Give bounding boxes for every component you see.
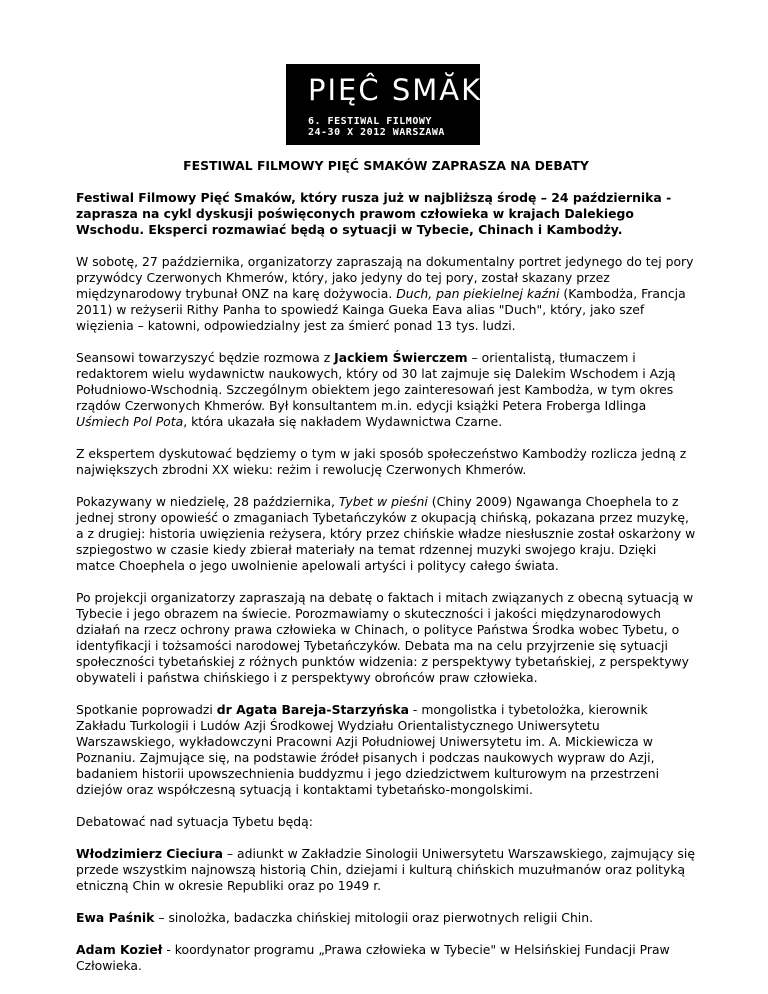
paragraph-debate-cambodia: Z ekspertem dyskutować będziemy o tym w jaki sposób społeczeństwo Kambodży rozlicza jedną z największych zbrodni XX wieku: reżim i rewolucję Czerwonych Khmerów. [76,446,687,477]
text: – sinolożka, badaczka chińskiej mitologii oraz pierwotnych religii Chin. [154,910,594,925]
paragraph-swiercz [76,350,696,430]
film-title: Duch, pan piekielnej kaźni [396,286,560,301]
book-title: Uśmiech Pol Pota [76,414,184,429]
person-name: Ewa Paśnik [76,910,155,925]
text: Pokazywany w niedzielę, 28 października, [76,494,339,509]
paragraph-panel-intro: Debatować nad sytuacja Tybetu będą: [76,814,313,829]
text: Seansowi towarzyszyć będzie rozmowa z [76,350,335,365]
text: W sobotę, 27 października, organizatorzy zapraszają na dokumentalny portret jedynego do tej pory przywódcy Czerwonych Khmerów, który, jako jedyny do tej pory, został skazany przez międzynarodowy trybunał ONZ na karę dożywocia. [76,254,694,301]
paragraph-duch [76,254,696,334]
paragraph-tybet [76,494,696,574]
page-title: FESTIWAL FILMOWY PIĘĆ SMAKÓW ZAPRASZA NA DEBATY [183,158,589,173]
logo-title: PIĘĈ SMĂKŌW [308,73,538,107]
person-name: dr Agata Bareja-Starzyńska [216,702,409,717]
text: – orientalistą, tłumaczem i redaktorem wielu wydawnictw naukowych, który od 30 lat zajmuje się Dalekim Wschodem i Azją Południowo-Wschodnią. Szczególnym obiektem jego zainteresowań jest Kambodża, w tym okres rządów Czerwonych Khmerów. Był konsultantem m.in. edycji książki Petera Froberga Idlinga [76,350,676,413]
text: – adiunkt w Zakładzie Sinologii Uniwersytetu Warszawskiego, zajmujący się przede wszystkim najnowszą historią Chin, dziejami i kulturą chińskich muzułmanów oraz polityką etniczną Chin w okresie Republiki oraz po 1949 r. [76,846,695,893]
press-release-body [76,148,696,974]
person-name: Włodzimierz Cieciura [76,846,223,861]
lead-paragraph: Festiwal Filmowy Pięć Smaków, który rusza już w najbliższą środę – 24 października - zaprasza na cykl dyskusji poświęconych prawom człowieka w krajach Dalekiego Wschodu. Eksperci rozmawiać będą o sytuacji w Tybecie, Chinach i Kambodży. [76,190,672,237]
film-title: Tybet w pieśni [338,494,428,509]
text: - koordynator programu „Prawa człowieka w Tybecie" w Helsińskiej Fundacji Praw Człowieka. [76,942,670,973]
logo-dates: 24-30 X 2012 WARSZAWA [308,127,445,138]
paragraph-pasnik [76,910,696,926]
paragraph-moderator [76,702,696,798]
text: Spotkanie poprowadzi [76,702,217,717]
text: , która ukazała się nakładem Wydawnictwa Czarne. [183,414,503,429]
paragraph-cieciura [76,846,696,894]
festival-logo [286,64,538,145]
logo-edition: 6. FESTIWAL FILMOWY [308,116,432,127]
paragraph-debate-tibet: Po projekcji organizatorzy zapraszają na debatę o faktach i mitach związanych z obecną sytuacją w Tybecie i jego obrazem na świecie. Porozmawiamy o skuteczności i jakości międzynarodowych działań na rzecz ochrony prawa człowieka w Chinach, o polityce Państwa Środka wobec Tybetu, o identyfikacji i tożsamości narodowej Tybetańczyków. Debata ma na celu przyjrzenie się sytuacji społeczności tybetańskiej z różnych punktów widzenia: z perspektywy tybetańskiej, z perspektywy obywateli i państwa chińskiego i z perspektywy obrońców praw człowieka. [76,590,694,685]
text: (Chiny 2009) Ngawanga Choephela to z jednej strony opowieść o zmaganiach Tybetańczyków z okupacją chińską, pokazana przez muzykę, a z drugiej: historia uwięzienia reżysera, który przez chińskie władze niesłusznie został oskarżony w szpiegostwo w czasie kiedy zbierał materiały na temat rdzennej muzyki swojego kraju. Dzięki matce Choephela o jego uwolnienie apelowali artyści i politycy całego świata. [76,494,696,573]
text: - mongolistka i tybetolożka, kierownik Zakładu Turkologii i Ludów Azji Środkowej Wydziału Orientalistycznego Uniwersytetu Warszawskiego, wykładowczyni Pracowni Azji Południowej Uniwersytetu im. A. Mickiewicza w Poznaniu. Zajmujące się, na podstawie źródeł pisanych i podczas naukowych wypraw do Azji, badaniem historii upowszechnienia buddyzmu i jego dziedzictwem kulturowym na przestrzeni dziejów oraz współczesną sytuacją i kontaktami tybetańsko-mongolskimi. [76,702,660,797]
paragraph-koziel [76,942,696,974]
text: (Kambodża, Francja 2011) w reżyserii Rithy Panha to spowiedź Kainga Gueka Eava alias "Duch", który, jako szef więzienia – katowni, odpowiedzialny jest za śmierć ponad 13 tys. ludzi. [76,286,686,333]
person-name: Jackiem Świerczem [334,350,468,365]
person-name: Adam Kozieł [76,942,163,957]
